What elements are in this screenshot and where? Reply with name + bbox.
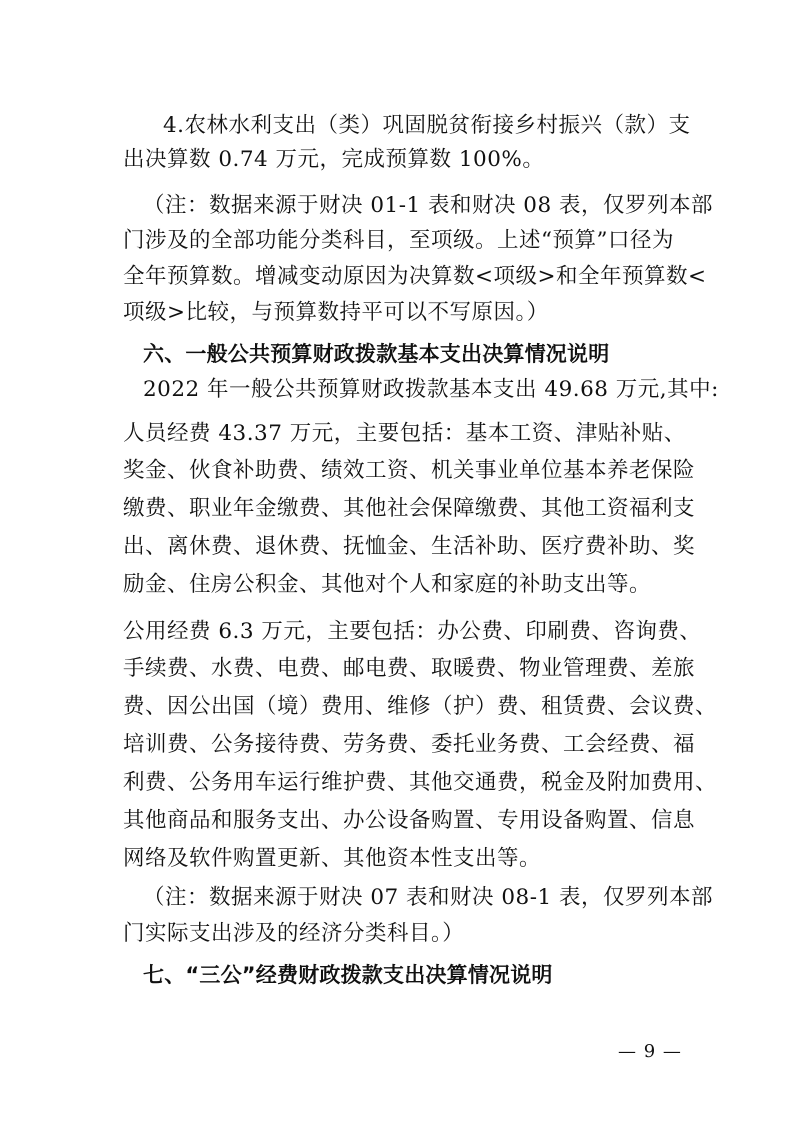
note1-line4: 项级>比较，与预算数持平可以不写原因。）	[123, 300, 549, 325]
public-use-line-5: 利费、公务用车运行维护费、其他交通费，税金及附加费用、	[123, 770, 718, 795]
note2-line1: （注：数据来源于财决 07 表和财决 08-1 表，仅罗列本部	[143, 885, 713, 910]
personnel-line-1: 人员经费 43.37 万元，主要包括：基本工资、津贴补贴、	[123, 421, 686, 446]
personnel-line-3: 缴费、职业年金缴费、其他社会保障缴费、其他工资福利支	[123, 496, 696, 521]
section6-heading: 六、一般公共预算财政拨款基本支出决算情况说明	[143, 342, 610, 366]
public-use-line-3: 费、因公出国（境）费用、维修（护）费、租赁费、会议费、	[123, 694, 718, 719]
section5-item4-line2: 出决算数 0.74 万元，完成预算数 100%。	[123, 147, 545, 172]
public-use-line-6: 其他商品和服务支出、办公设备购置、专用设备购置、信息	[123, 808, 696, 833]
public-use-line-2: 手续费、水费、电费、邮电费、取暖费、物业管理费、差旅	[123, 656, 696, 681]
section5-item4-line1: 4.农林水利支出（类）巩固脱贫衔接乡村振兴（款）支	[163, 113, 691, 138]
page-number: — 9 —	[618, 1041, 682, 1062]
personnel-line-2: 奖金、伙食补助费、绩效工资、机关事业单位基本养老保险	[123, 458, 696, 483]
section7-heading: 七、“三公”经费财政拨款支出决算情况说明	[143, 963, 553, 987]
note1-line3: 全年预算数。增减变动原因为决算数<项级>和全年预算数<	[123, 264, 707, 289]
public-use-line-4: 培训费、公务接待费、劳务费、委托业务费、工会经费、福	[123, 732, 696, 757]
note1-line1: （注：数据来源于财决 01-1 表和财决 08 表，仅罗列本部	[143, 193, 713, 218]
public-use-line-1: 公用经费 6.3 万元，主要包括：办公费、印刷费、咨询费、	[123, 619, 702, 644]
personnel-line-5: 励金、住房公积金、其他对个人和家庭的补助支出等。	[123, 572, 652, 597]
note2-line2: 门实际支出涉及的经济分类科目。）	[123, 921, 465, 946]
public-use-line-7: 网络及软件购置更新、其他资本性支出等。	[123, 846, 542, 871]
section6-intro: 2022 年一般公共预算财政拨款基本支出 49.68 万元,其中:	[143, 377, 719, 402]
personnel-line-4: 出、离休费、退休费、抚恤金、生活补助、医疗费补助、奖	[123, 534, 696, 559]
note1-line2: 门涉及的全部功能分类科目，至项级。上述“预算”口径为	[123, 228, 674, 253]
